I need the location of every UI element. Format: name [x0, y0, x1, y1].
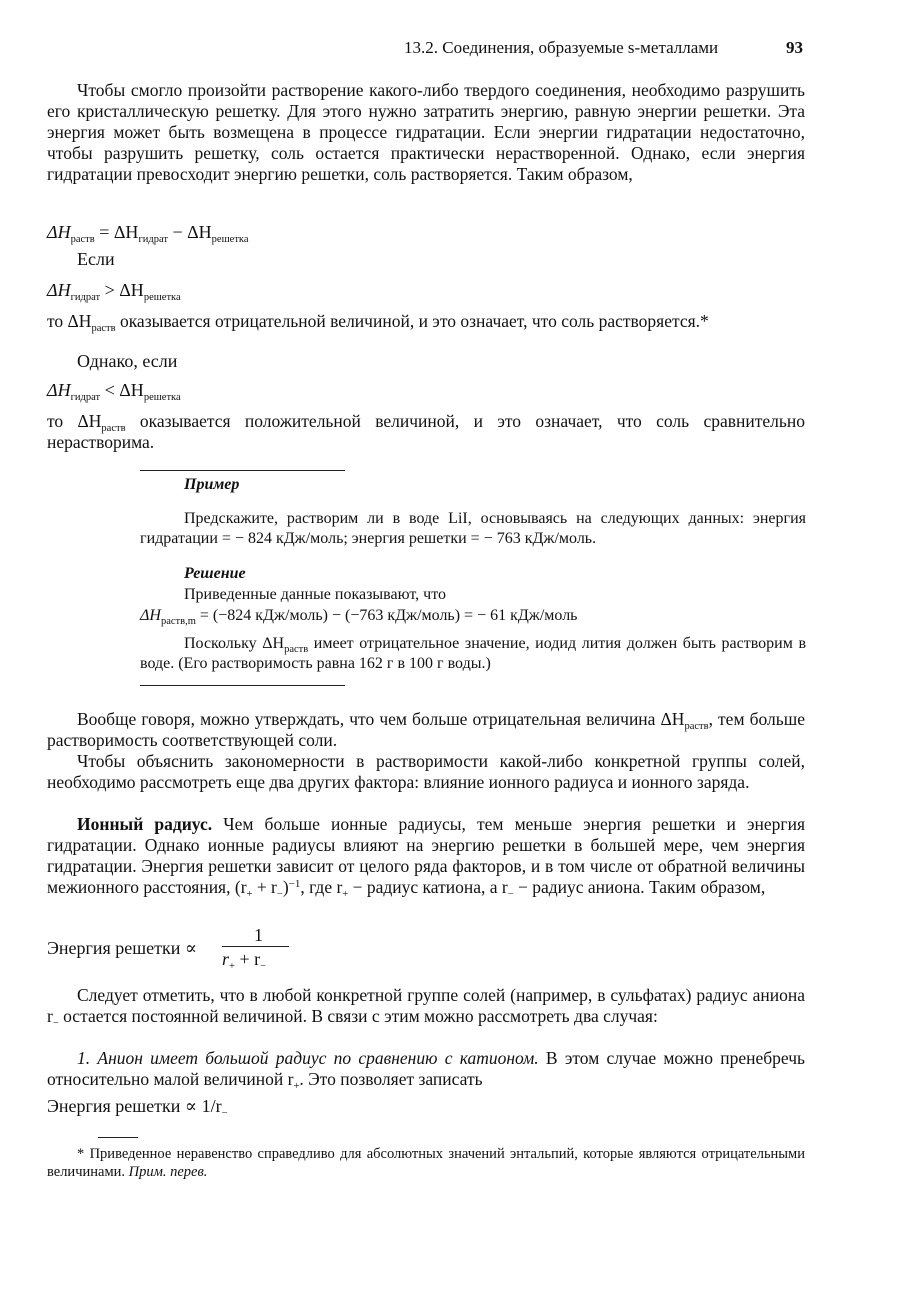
- solution-heading: Решение: [184, 565, 246, 582]
- running-header: [404, 38, 803, 58]
- paragraph-positive: то $\Delta H_{раств}$ оказывается положительной величиной, и это означает, что соль сравнительно нерастворима.: [47, 411, 805, 452]
- paragraph-negative: то $\Delta H_{раств}$ оказывается отрицательной величиной, и это означает, что соль растворяется.*: [47, 311, 709, 334]
- example-bottom-divider: [140, 685, 345, 686]
- if-label: Если: [77, 249, 115, 269]
- equation-enthalpy-dissolution: $\Delta H_{раств} = \Delta H_{гидрат} - \Delta H_{решетка}$: [47, 222, 249, 245]
- paragraph-factors: Чтобы объяснить закономерности в растворимости какой-либо конкретной группы солей, необходимо рассмотреть еще два других фактора: влияние ионного радиуса и ионного заряда.: [47, 751, 805, 792]
- final-equation: Энергия решетки ∝ $1/r_-$: [47, 1096, 228, 1119]
- paragraph-anion-radius: Следует отметить, что в любой конкретной группе солей (например, в сульфатах) радиус аниона $r_-$ остается постоянной величиной. В связи с этим можно рассмотреть два случая:: [47, 985, 805, 1029]
- fraction-bar: [222, 946, 289, 947]
- lattice-energy-label: Энергия решетки ∝: [47, 938, 198, 958]
- page-number: 93: [786, 38, 803, 57]
- solution-conclusion: Поскольку $\Delta H_{раств}$ имеет отрицательное значение, иодид лития должен быть растворим в воде. (Его растворимость равна 162 г в 100 г воды.): [140, 635, 807, 672]
- section-title: 13.2. Соединения, образуемые s-металлами: [404, 38, 719, 57]
- footnote-divider: [98, 1137, 138, 1138]
- solution-equation: $\Delta H_{раств,m} = (-824$ кДж/моль) − (−763 кДж/моль) = − 61 кДж/моль: [140, 607, 578, 627]
- solution-intro: Приведенные данные показывают, что: [184, 586, 446, 603]
- paragraph-ionic-radius: Ионный радиус. Чем больше ионные радиусы, тем меньше энергия решетки и энергия гидратации. Однако ионные радиусы влияют на энергию решетки в большей мере, чем энергия гидратации. Энергия решетки зависит от целого ряда факторов, и в том числе от обратной величины межионного расстояния, $(r_+ + r_-)^{-1}$, где $r_+$ − радиус катиона, а $r_-$ − радиус аниона. Таким образом,: [47, 814, 805, 900]
- footnote: * Приведенное неравенство справедливо для абсолютных значений энтальпий, которые являются отрицательными величинами. Прим. перев.: [47, 1146, 805, 1180]
- example-top-divider: [140, 470, 345, 471]
- inequality-greater: $\Delta H_{гидрат} > \Delta H_{решетка}$: [47, 280, 181, 303]
- inequality-less: $\Delta H_{гидрат} < \Delta H_{решетка}$: [47, 380, 181, 403]
- example-question: Предскажите, растворим ли в воде LiI, основываясь на следующих данных: энергия гидратации = − 824 кДж/моль; энергия решетки = − 763 кДж/моль.: [140, 510, 806, 547]
- paragraph-generalization: Вообще говоря, можно утверждать, что чем больше отрицательная величина $\Delta H_{раств}$, тем больше растворимость соответствующей соли.: [47, 709, 805, 750]
- paragraph-dissolution: Чтобы смогло произойти растворение какого-либо твердого соединения, необходимо разрушить его кристаллическую решетку. Для этого нужно затратить энергию, равную энергии решетки. Эта энергия может быть возмещена в процессе гидратации. Если энергии гидратации недостаточно, чтобы разрушить решетку, соль остается практически нерастворенной. Однако, если энергия гидратации превосходит энергию решетки, соль растворяется. Таким образом,: [47, 80, 805, 184]
- paragraph-case-one: 1. Анион имеет большой радиус по сравнению с катионом. В этом случае можно пренебречь относительно малой величиной $r_+$. Это позволяет записать: [47, 1048, 805, 1092]
- example-heading: Пример: [184, 476, 240, 493]
- however-label: Однако, если: [77, 351, 178, 371]
- lattice-energy-fraction: 1 $r_+ + r_-$: [222, 925, 292, 973]
